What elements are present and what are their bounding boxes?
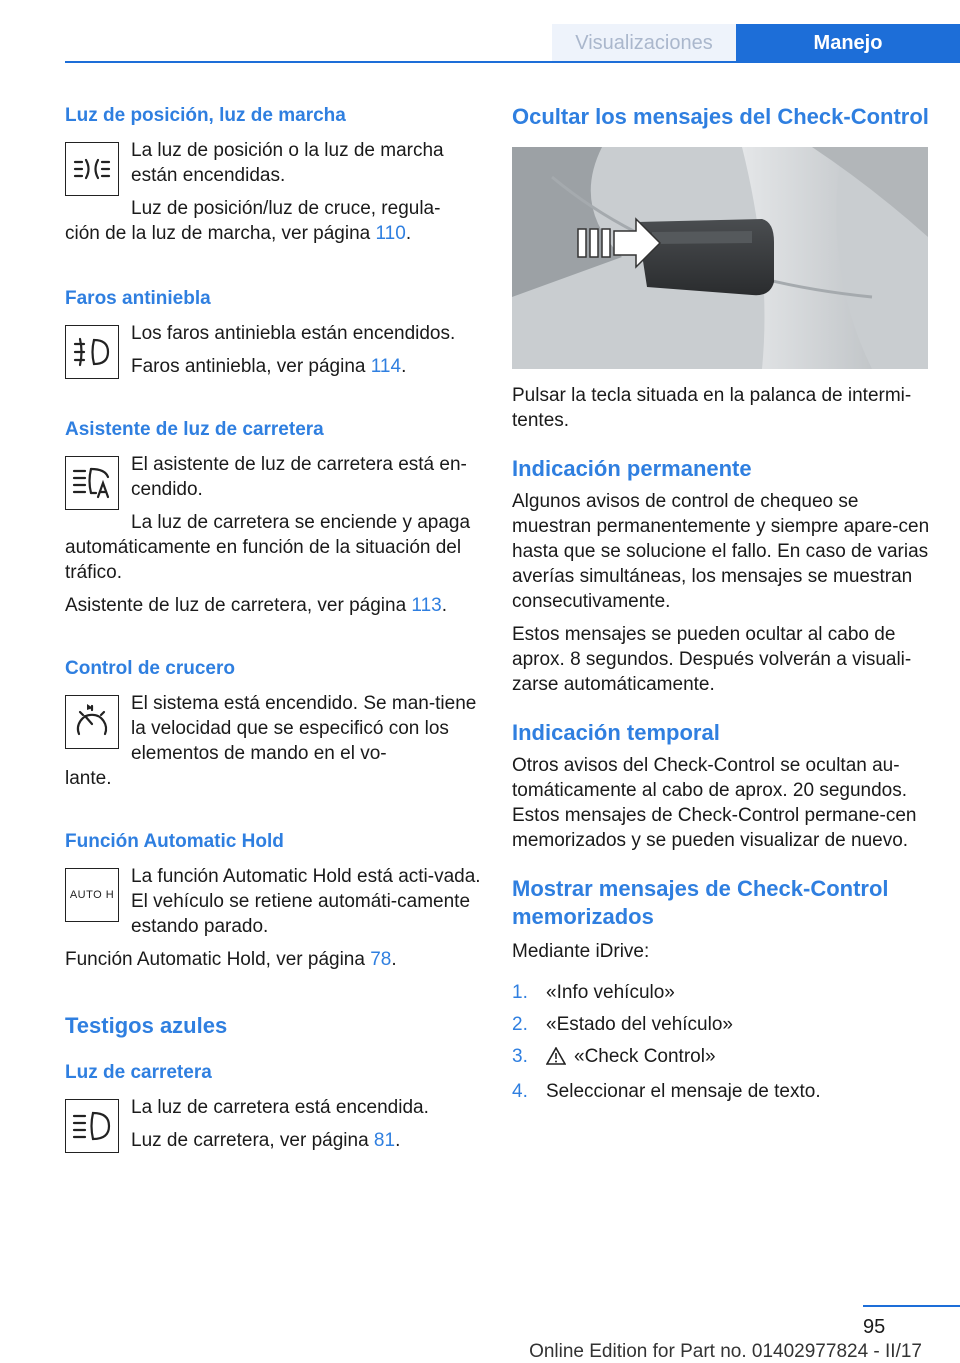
text-antiniebla-on: Los faros antiniebla están encendidos. bbox=[131, 323, 456, 344]
auto-hold-icon: AUTO H bbox=[65, 868, 119, 922]
cruise-control-icon bbox=[65, 695, 119, 749]
text-crucero-a: El sistema está encendido. Se man-tiene la velocidad que se especificó con los elementos de mando en el vo- bbox=[131, 693, 477, 764]
heading-mostrar-mensajes: Mostrar mensajes de Check-Control memorizados bbox=[512, 876, 889, 929]
text-asistente-desc-b: automáticamente en función de la situación del tráfico. bbox=[65, 537, 462, 583]
step-item: 3. «Check Control» bbox=[512, 1044, 930, 1072]
step-item: 1. «Info vehículo» bbox=[512, 982, 675, 1003]
section-title-autohold: Función Automatic Hold bbox=[65, 831, 284, 852]
text-posicion-ref-a: Luz de posición/luz de cruce, regula- bbox=[131, 198, 441, 219]
warning-triangle-icon bbox=[546, 1047, 566, 1072]
left-column bbox=[65, 103, 483, 1153]
section-title-crucero: Control de crucero bbox=[65, 658, 235, 679]
heading-ocultar-mensajes: Ocultar los mensajes del Check-Control bbox=[512, 104, 929, 129]
tab-visualizaciones[interactable]: Visualizaciones bbox=[552, 24, 736, 62]
edition-footer: Online Edition for Part no. 01402977824 - II/17 bbox=[529, 1341, 922, 1362]
text-permanente-2: Estos mensajes se pueden ocultar al cabo de aprox. 8 segundos. Después volverán a visuali-zarse automáticamente. bbox=[512, 624, 912, 695]
page-number: 95 bbox=[863, 1316, 886, 1338]
text-asistente-desc-a: La luz de carretera se enciende y apaga bbox=[131, 512, 471, 533]
heading-indicacion-temporal: Indicación temporal bbox=[512, 720, 720, 745]
right-column bbox=[512, 103, 930, 1111]
link-page-113[interactable]: 113 bbox=[411, 595, 442, 616]
text-posicion-on: La luz de posición o la luz de marcha están encendidas. bbox=[131, 140, 444, 186]
text-autohold-on: La función Automatic Hold está acti-vada. El vehículo se retiene automáti-camente estando parado. bbox=[131, 866, 481, 937]
text-autohold-ref: Función Automatic Hold, ver página 78. bbox=[65, 949, 397, 970]
high-beam-assistant-icon bbox=[65, 456, 119, 510]
footer-divider bbox=[863, 1305, 960, 1307]
step-item: 4. Seleccionar el mensaje de texto. bbox=[512, 1081, 821, 1102]
text-pulsar-tecla: Pulsar la tecla situada en la palanca de intermi-tentes. bbox=[512, 385, 912, 431]
text-antiniebla-ref: Faros antiniebla, ver página 114. bbox=[131, 356, 407, 377]
entry-crucero bbox=[65, 691, 483, 791]
fog-light-icon bbox=[65, 325, 119, 379]
text-temporal: Otros avisos del Check-Control se ocultan au-tomáticamente al cabo de aprox. 20 segundos. Estos mensajes de Check-Control permane-cen memorizados y se pueden visualizar de nuevo. bbox=[512, 755, 917, 851]
step-item: 2. «Estado del vehículo» bbox=[512, 1014, 733, 1035]
text-asistente-on: El asistente de luz de carretera está en-cendido. bbox=[131, 454, 467, 500]
link-page-78[interactable]: 78 bbox=[370, 949, 392, 970]
turn-signal-lever-photo bbox=[512, 147, 928, 369]
text-posicion-ref-b: ción de la luz de marcha, ver página 110. bbox=[65, 223, 412, 244]
entry-antiniebla bbox=[65, 321, 483, 379]
entry-asistente bbox=[65, 452, 483, 618]
entry-autohold bbox=[65, 864, 483, 972]
page-header bbox=[0, 24, 960, 62]
entry-carretera bbox=[65, 1095, 483, 1153]
section-title-antiniebla: Faros antiniebla bbox=[65, 288, 211, 309]
text-carretera-ref: Luz de carretera, ver página 81. bbox=[131, 1130, 401, 1151]
section-title-asistente: Asistente de luz de carretera bbox=[65, 419, 324, 440]
heading-testigos-azules: Testigos azules bbox=[65, 1013, 228, 1038]
section-title-posicion: Luz de posición, luz de marcha bbox=[65, 105, 346, 126]
text-asistente-ref: Asistente de luz de carretera, ver página 113. bbox=[65, 595, 447, 616]
link-page-110[interactable]: 110 bbox=[375, 223, 406, 244]
entry-posicion bbox=[65, 138, 483, 246]
link-page-114[interactable]: 114 bbox=[370, 356, 402, 377]
header-divider bbox=[65, 61, 960, 63]
link-page-81[interactable]: 81 bbox=[373, 1130, 396, 1151]
tab-manejo[interactable]: Manejo bbox=[736, 24, 960, 62]
text-carretera-on: La luz de carretera está encendida. bbox=[131, 1097, 429, 1118]
heading-indicacion-permanente: Indicación permanente bbox=[512, 456, 752, 481]
text-mediante-idrive: Mediante iDrive: bbox=[512, 941, 650, 962]
steps-list bbox=[512, 980, 930, 1104]
text-permanente-1: Algunos avisos de control de chequeo se muestran permanentemente y siempre apare-cen hasta que se solucione el fallo. En caso de varias averías simultáneas, los mensajes se muestran consecutivamente. bbox=[512, 491, 930, 612]
section-title-carretera: Luz de carretera bbox=[65, 1062, 212, 1083]
parking-light-icon bbox=[65, 142, 119, 196]
text-crucero-b: lante. bbox=[65, 768, 112, 789]
high-beam-icon bbox=[65, 1099, 119, 1153]
